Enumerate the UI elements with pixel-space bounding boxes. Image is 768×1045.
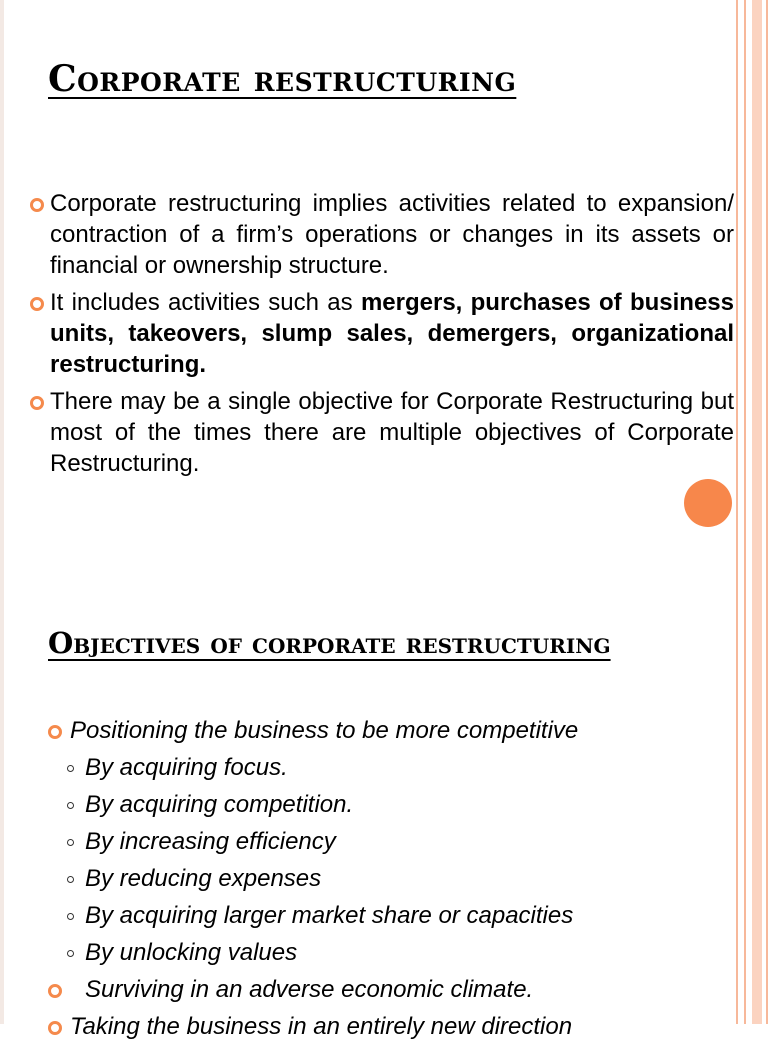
objective-text: Surviving in an adverse economic climate. [85,976,534,1003]
bullet-text: It includes activities such as [50,289,361,316]
list-item [30,188,734,281]
sub-objective-text: By acquiring focus. [85,754,288,781]
sub-objective-text: By reducing expenses [85,865,322,892]
sub-bullet-icon [67,876,74,883]
bullet-ring-icon [48,725,62,739]
sub-list-item [48,897,728,934]
page-title: Corporate restructuring [48,58,517,100]
bullet-ring-icon [48,984,62,998]
sub-list-item [48,860,728,897]
section-title: Objectives of corporate restructuring [48,626,611,660]
decorative-circle [684,479,732,527]
objective-text: Taking the business in an entirely new direction [70,1013,573,1040]
bullet-text: There may be a single objective for Corporate Restructuring but most of the times there are multiple objectives of Corporate Restructuring. [50,388,734,477]
sub-list-item [48,749,728,786]
bullet-ring-icon [30,198,44,212]
sub-objective-text: By acquiring competition. [85,791,354,818]
sub-objective-text: By increasing efficiency [85,828,336,855]
bullet-bold-text: mergers, purchases of business units, takeovers, slump sales, demergers, organizational restructuring. [50,289,734,378]
bullet-ring-icon [48,1021,62,1035]
objectives-list [48,712,728,1045]
bullet-ring-icon [30,297,44,311]
sub-bullet-icon [67,802,74,809]
stripe-line [736,0,738,1024]
sub-bullet-icon [67,950,74,957]
sub-list-item [48,823,728,860]
list-item [30,287,734,380]
bullet-text: Corporate restructuring implies activities related to expansion/ contraction of a firm’s operations or changes in its assets or financial or ownership structure. [50,190,734,279]
page-edge [0,0,4,1024]
decorative-stripes [734,0,768,1024]
stripe-band [752,0,762,1024]
sub-list-item [48,934,728,971]
list-item [48,971,728,1008]
bullet-ring-icon [30,396,44,410]
list-item [48,1008,728,1045]
list-item [48,712,728,749]
sub-objective-text: By acquiring larger market share or capacities [85,902,574,929]
sub-bullet-icon [67,839,74,846]
sub-bullet-icon [67,913,74,920]
sub-list-item [48,786,728,823]
list-item [30,386,734,479]
sub-objective-text: By unlocking values [85,939,298,966]
sub-bullet-icon [67,765,74,772]
objective-text: Positioning the business to be more competitive [70,717,579,744]
stripe-line [744,0,746,1024]
intro-bullet-list [30,188,734,485]
